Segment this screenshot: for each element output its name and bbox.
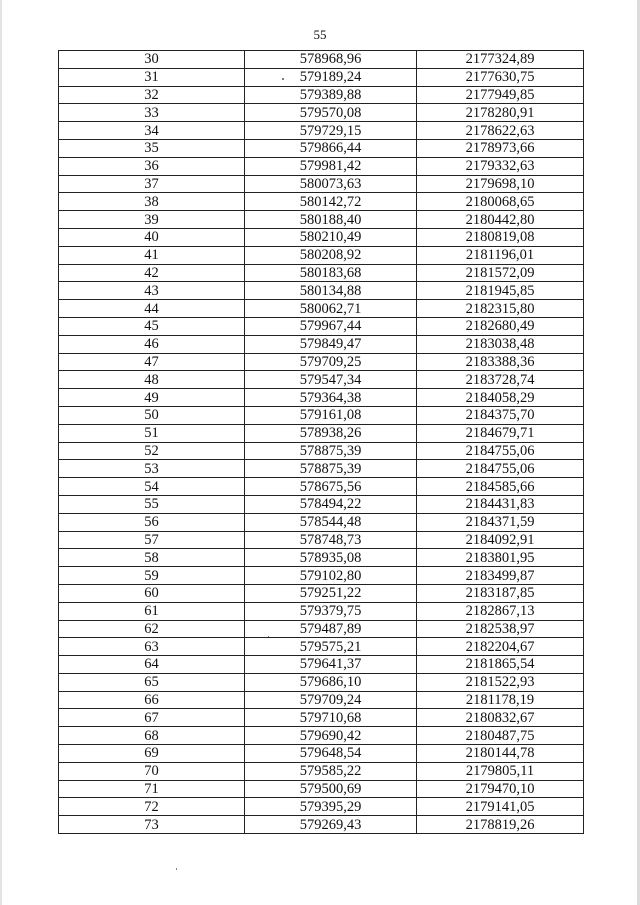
scan-edge-left [0, 0, 2, 905]
page-number: 55 [313, 27, 327, 42]
table-row [59, 762, 584, 780]
y-coordinate-cell: 2179805,11 [417, 762, 584, 780]
point-number-cell: 73 [59, 816, 245, 834]
x-coordinate-cell: 580062,71 [245, 300, 417, 318]
y-coordinate-cell: 2178280,91 [417, 104, 584, 122]
table-row [59, 389, 584, 407]
table-row [59, 211, 584, 229]
point-number-cell: 30 [59, 51, 245, 69]
y-coordinate-cell: 2177630,75 [417, 68, 584, 86]
point-number-cell: 63 [59, 638, 245, 656]
y-coordinate-cell: 2180144,78 [417, 745, 584, 763]
point-number-cell: 37 [59, 175, 245, 193]
table-row [59, 584, 584, 602]
point-number-cell: 58 [59, 549, 245, 567]
x-coordinate-cell: 579547,34 [245, 371, 417, 389]
table-row [59, 104, 584, 122]
y-coordinate-cell: 2180442,80 [417, 211, 584, 229]
point-number-cell: 62 [59, 620, 245, 638]
point-number-cell: 52 [59, 442, 245, 460]
y-coordinate-cell: 2181196,01 [417, 246, 584, 264]
table-row [59, 282, 584, 300]
y-coordinate-cell: 2180068,65 [417, 193, 584, 211]
y-coordinate-cell: 2184058,29 [417, 389, 584, 407]
x-coordinate-cell: 579251,22 [245, 584, 417, 602]
point-number-cell: 42 [59, 264, 245, 282]
point-number-cell: 39 [59, 211, 245, 229]
point-number-cell: 65 [59, 673, 245, 691]
y-coordinate-cell: 2178819,26 [417, 816, 584, 834]
y-coordinate-cell: 2181178,19 [417, 691, 584, 709]
y-coordinate-cell: 2177949,85 [417, 86, 584, 104]
point-number-cell: 45 [59, 317, 245, 335]
y-coordinate-cell: 2180832,67 [417, 709, 584, 727]
point-number-cell: 66 [59, 691, 245, 709]
y-coordinate-cell: 2181522,93 [417, 673, 584, 691]
y-coordinate-cell: 2184679,71 [417, 424, 584, 442]
x-coordinate-cell: 579379,75 [245, 602, 417, 620]
x-coordinate-cell: 579102,80 [245, 567, 417, 585]
x-coordinate-cell: 578968,96 [245, 51, 417, 69]
point-number-cell: 51 [59, 424, 245, 442]
point-number-cell: 33 [59, 104, 245, 122]
y-coordinate-cell: 2181945,85 [417, 282, 584, 300]
y-coordinate-cell: 2184755,06 [417, 460, 584, 478]
table-row [59, 122, 584, 140]
x-coordinate-cell: 578938,26 [245, 424, 417, 442]
x-coordinate-cell: 580142,72 [245, 193, 417, 211]
x-coordinate-cell: 578675,56 [245, 478, 417, 496]
coordinates-table [58, 50, 584, 834]
x-coordinate-cell: 579570,08 [245, 104, 417, 122]
x-coordinate-cell: 578748,73 [245, 531, 417, 549]
point-number-cell: 56 [59, 513, 245, 531]
table-row [59, 673, 584, 691]
point-number-cell: 41 [59, 246, 245, 264]
scan-speck [282, 78, 284, 80]
y-coordinate-cell: 2182538,97 [417, 620, 584, 638]
x-coordinate-cell: 580210,49 [245, 228, 417, 246]
x-coordinate-cell: 579575,21 [245, 638, 417, 656]
y-coordinate-cell: 2178973,66 [417, 139, 584, 157]
table-row [59, 798, 584, 816]
y-coordinate-cell: 2184371,59 [417, 513, 584, 531]
x-coordinate-cell: 578494,22 [245, 495, 417, 513]
x-coordinate-cell: 579364,38 [245, 389, 417, 407]
point-number-cell: 47 [59, 353, 245, 371]
y-coordinate-cell: 2184431,83 [417, 495, 584, 513]
y-coordinate-cell: 2182867,13 [417, 602, 584, 620]
table-row [59, 157, 584, 175]
table-row [59, 175, 584, 193]
point-number-cell: 72 [59, 798, 245, 816]
x-coordinate-cell: 579395,29 [245, 798, 417, 816]
point-number-cell: 35 [59, 139, 245, 157]
y-coordinate-cell: 2179470,10 [417, 780, 584, 798]
y-coordinate-cell: 2180487,75 [417, 727, 584, 745]
x-coordinate-cell: 579189,24 [245, 68, 417, 86]
y-coordinate-cell: 2181572,09 [417, 264, 584, 282]
table-row [59, 460, 584, 478]
x-coordinate-cell: 578935,08 [245, 549, 417, 567]
x-coordinate-cell: 578875,39 [245, 442, 417, 460]
point-number-cell: 71 [59, 780, 245, 798]
table-row [59, 602, 584, 620]
point-number-cell: 59 [59, 567, 245, 585]
point-number-cell: 60 [59, 584, 245, 602]
y-coordinate-cell: 2183388,36 [417, 353, 584, 371]
y-coordinate-cell: 2179141,05 [417, 798, 584, 816]
x-coordinate-cell: 579729,15 [245, 122, 417, 140]
table-row [59, 638, 584, 656]
point-number-cell: 67 [59, 709, 245, 727]
x-coordinate-cell: 579648,54 [245, 745, 417, 763]
table-row [59, 406, 584, 424]
y-coordinate-cell: 2183728,74 [417, 371, 584, 389]
table-row [59, 246, 584, 264]
table-row [59, 620, 584, 638]
point-number-cell: 70 [59, 762, 245, 780]
point-number-cell: 44 [59, 300, 245, 318]
x-coordinate-cell: 578875,39 [245, 460, 417, 478]
y-coordinate-cell: 2184585,66 [417, 478, 584, 496]
y-coordinate-cell: 2182315,80 [417, 300, 584, 318]
x-coordinate-cell: 580208,92 [245, 246, 417, 264]
table-row [59, 442, 584, 460]
table-row [59, 371, 584, 389]
point-number-cell: 36 [59, 157, 245, 175]
x-coordinate-cell: 579500,69 [245, 780, 417, 798]
table-row [59, 549, 584, 567]
point-number-cell: 40 [59, 228, 245, 246]
y-coordinate-cell: 2183499,87 [417, 567, 584, 585]
x-coordinate-cell: 579709,24 [245, 691, 417, 709]
y-coordinate-cell: 2183038,48 [417, 335, 584, 353]
point-number-cell: 50 [59, 406, 245, 424]
table-row [59, 709, 584, 727]
table-row [59, 353, 584, 371]
x-coordinate-cell: 578544,48 [245, 513, 417, 531]
table-row [59, 727, 584, 745]
table-row [59, 86, 584, 104]
point-number-cell: 68 [59, 727, 245, 745]
x-coordinate-cell: 579866,44 [245, 139, 417, 157]
point-number-cell: 54 [59, 478, 245, 496]
x-coordinate-cell: 580183,68 [245, 264, 417, 282]
x-coordinate-cell: 579981,42 [245, 157, 417, 175]
point-number-cell: 34 [59, 122, 245, 140]
x-coordinate-cell: 580188,40 [245, 211, 417, 229]
table-row [59, 745, 584, 763]
point-number-cell: 64 [59, 656, 245, 674]
table-row [59, 531, 584, 549]
x-coordinate-cell: 579709,25 [245, 353, 417, 371]
table-row [59, 228, 584, 246]
y-coordinate-cell: 2184755,06 [417, 442, 584, 460]
y-coordinate-cell: 2178622,63 [417, 122, 584, 140]
scan-speck [268, 636, 269, 637]
point-number-cell: 43 [59, 282, 245, 300]
point-number-cell: 31 [59, 68, 245, 86]
point-number-cell: 32 [59, 86, 245, 104]
y-coordinate-cell: 2184375,70 [417, 406, 584, 424]
table-row [59, 51, 584, 69]
coordinates-table-body [59, 51, 584, 834]
table-row [59, 264, 584, 282]
x-coordinate-cell: 579690,42 [245, 727, 417, 745]
point-number-cell: 55 [59, 495, 245, 513]
table-row [59, 424, 584, 442]
y-coordinate-cell: 2183187,85 [417, 584, 584, 602]
table-row [59, 816, 584, 834]
x-coordinate-cell: 579641,37 [245, 656, 417, 674]
point-number-cell: 53 [59, 460, 245, 478]
y-coordinate-cell: 2179332,63 [417, 157, 584, 175]
table-row [59, 335, 584, 353]
point-number-cell: 38 [59, 193, 245, 211]
y-coordinate-cell: 2184092,91 [417, 531, 584, 549]
y-coordinate-cell: 2182680,49 [417, 317, 584, 335]
point-number-cell: 69 [59, 745, 245, 763]
table-row [59, 656, 584, 674]
table-row [59, 300, 584, 318]
x-coordinate-cell: 579849,47 [245, 335, 417, 353]
x-coordinate-cell: 579269,43 [245, 816, 417, 834]
x-coordinate-cell: 579161,08 [245, 406, 417, 424]
table-row [59, 68, 584, 86]
table-row [59, 691, 584, 709]
x-coordinate-cell: 579710,68 [245, 709, 417, 727]
table-row [59, 567, 584, 585]
y-coordinate-cell: 2183801,95 [417, 549, 584, 567]
y-coordinate-cell: 2179698,10 [417, 175, 584, 193]
table-row [59, 139, 584, 157]
x-coordinate-cell: 579967,44 [245, 317, 417, 335]
point-number-cell: 57 [59, 531, 245, 549]
y-coordinate-cell: 2180819,08 [417, 228, 584, 246]
x-coordinate-cell: 579585,22 [245, 762, 417, 780]
y-coordinate-cell: 2181865,54 [417, 656, 584, 674]
x-coordinate-cell: 579487,89 [245, 620, 417, 638]
scan-speck [176, 868, 177, 870]
point-number-cell: 61 [59, 602, 245, 620]
table-row [59, 780, 584, 798]
x-coordinate-cell: 580134,88 [245, 282, 417, 300]
x-coordinate-cell: 579389,88 [245, 86, 417, 104]
point-number-cell: 49 [59, 389, 245, 407]
y-coordinate-cell: 2177324,89 [417, 51, 584, 69]
table-row [59, 478, 584, 496]
point-number-cell: 48 [59, 371, 245, 389]
y-coordinate-cell: 2182204,67 [417, 638, 584, 656]
x-coordinate-cell: 579686,10 [245, 673, 417, 691]
table-row [59, 495, 584, 513]
point-number-cell: 46 [59, 335, 245, 353]
table-row [59, 193, 584, 211]
table-row [59, 513, 584, 531]
table-row [59, 317, 584, 335]
x-coordinate-cell: 580073,63 [245, 175, 417, 193]
